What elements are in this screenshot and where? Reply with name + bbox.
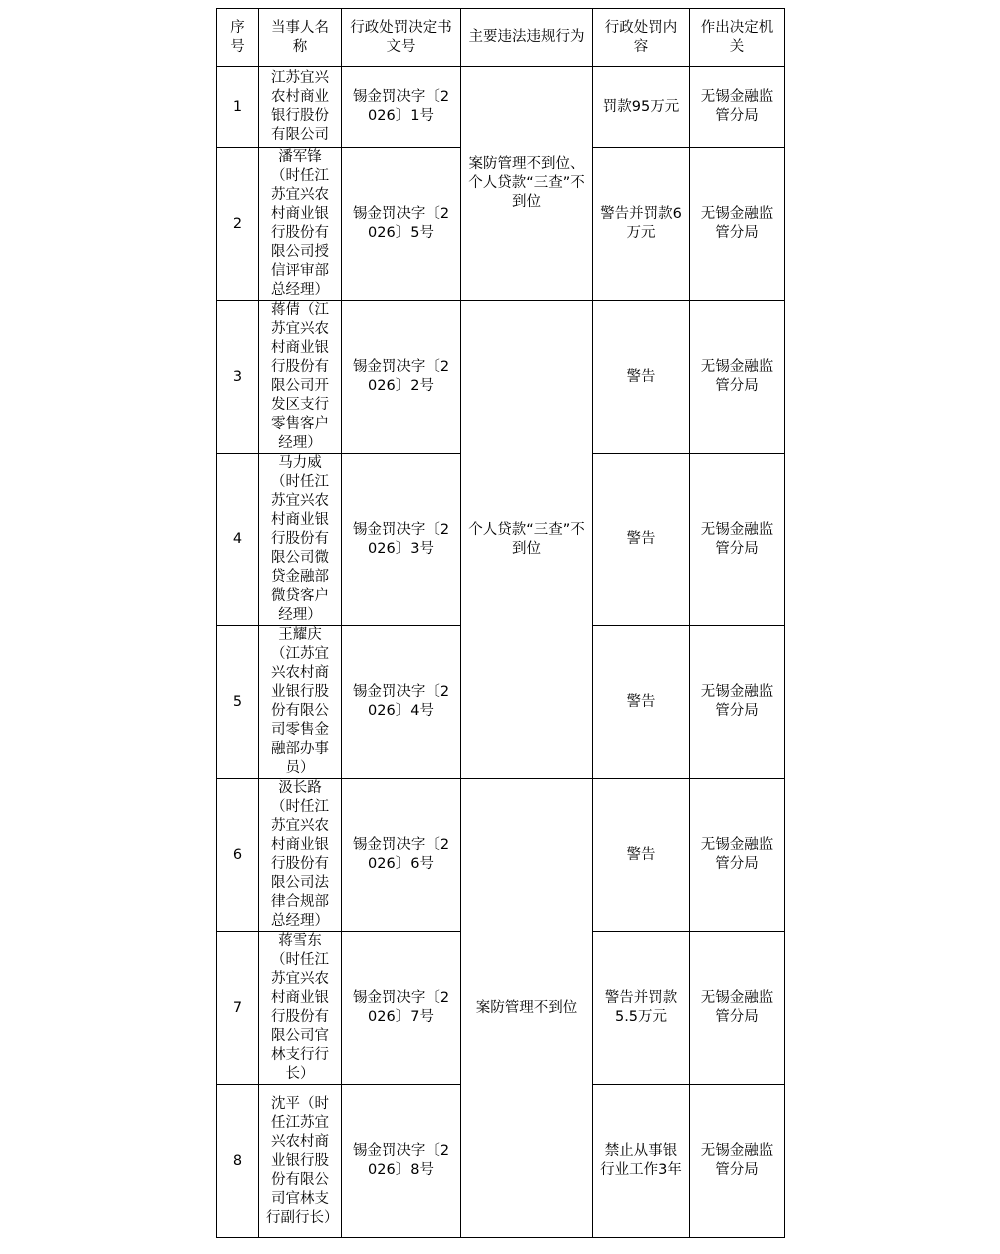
doc-no-cell: 锡金罚决字〔2026〕5号 [342, 148, 461, 301]
header-content: 行政处罚内容 [593, 9, 690, 67]
seq-cell: 8 [217, 1085, 259, 1238]
violation-cell-group-3: 案防管理不到位 [461, 779, 593, 1238]
authority-cell: 无锡金融监管分局 [690, 67, 785, 148]
party-cell: 蒋倩（江苏宜兴农村商业银行股份有限公司开发区支行零售客户经理） [259, 301, 342, 454]
table-row [217, 67, 785, 148]
seq-cell: 5 [217, 626, 259, 779]
header-doc-no: 行政处罚决定书文号 [342, 9, 461, 67]
party-cell: 潘军锋（时任江苏宜兴农村商业银行股份有限公司授信评审部总经理） [259, 148, 342, 301]
violation-cell-group-1: 案防管理不到位、个人贷款“三查”不到位 [461, 67, 593, 301]
doc-no-cell: 锡金罚决字〔2026〕3号 [342, 454, 461, 626]
seq-cell: 2 [217, 148, 259, 301]
authority-cell: 无锡金融监管分局 [690, 148, 785, 301]
seq-cell: 7 [217, 932, 259, 1085]
seq-cell: 1 [217, 67, 259, 148]
content-cell: 警告 [593, 779, 690, 932]
party-cell: 王耀庆（江苏宜兴农村商业银行股份有限公司零售金融部办事员） [259, 626, 342, 779]
authority-cell: 无锡金融监管分局 [690, 626, 785, 779]
party-cell: 蒋雪东（时任江苏宜兴农村商业银行股份有限公司官林支行行长） [259, 932, 342, 1085]
authority-cell: 无锡金融监管分局 [690, 301, 785, 454]
authority-cell: 无锡金融监管分局 [690, 779, 785, 932]
content-cell: 警告并罚款6万元 [593, 148, 690, 301]
violation-cell-group-2: 个人贷款“三查”不到位 [461, 301, 593, 779]
content-cell: 警告 [593, 301, 690, 454]
header-violation: 主要违法违规行为 [461, 9, 593, 67]
seq-cell: 6 [217, 779, 259, 932]
header-seq: 序号 [217, 9, 259, 67]
seq-cell: 3 [217, 301, 259, 454]
content-cell: 罚款95万元 [593, 67, 690, 148]
penalty-table [216, 8, 785, 1238]
header-party: 当事人名称 [259, 9, 342, 67]
table-header-row [217, 9, 785, 67]
content-cell: 警告 [593, 454, 690, 626]
doc-no-cell: 锡金罚决字〔2026〕7号 [342, 932, 461, 1085]
content-cell: 警告 [593, 626, 690, 779]
seq-cell: 4 [217, 454, 259, 626]
table-row [217, 301, 785, 454]
authority-cell: 无锡金融监管分局 [690, 932, 785, 1085]
party-cell: 马力威（时任江苏宜兴农村商业银行股份有限公司微贷金融部微贷客户经理） [259, 454, 342, 626]
doc-no-cell: 锡金罚决字〔2026〕6号 [342, 779, 461, 932]
party-cell: 汲长路（时任江苏宜兴农村商业银行股份有限公司法律合规部总经理） [259, 779, 342, 932]
table-row [217, 779, 785, 932]
header-authority: 作出决定机关 [690, 9, 785, 67]
authority-cell: 无锡金融监管分局 [690, 1085, 785, 1238]
doc-no-cell: 锡金罚决字〔2026〕8号 [342, 1085, 461, 1238]
party-cell: 江苏宜兴农村商业银行股份有限公司 [259, 67, 342, 148]
party-cell: 沈平（时任江苏宜兴农村商业银行股份有限公司官林支行副行长） [259, 1085, 342, 1238]
content-cell: 禁止从事银行业工作3年 [593, 1085, 690, 1238]
content-cell: 警告并罚款5.5万元 [593, 932, 690, 1085]
doc-no-cell: 锡金罚决字〔2026〕4号 [342, 626, 461, 779]
authority-cell: 无锡金融监管分局 [690, 454, 785, 626]
doc-no-cell: 锡金罚决字〔2026〕2号 [342, 301, 461, 454]
doc-no-cell: 锡金罚决字〔2026〕1号 [342, 67, 461, 148]
